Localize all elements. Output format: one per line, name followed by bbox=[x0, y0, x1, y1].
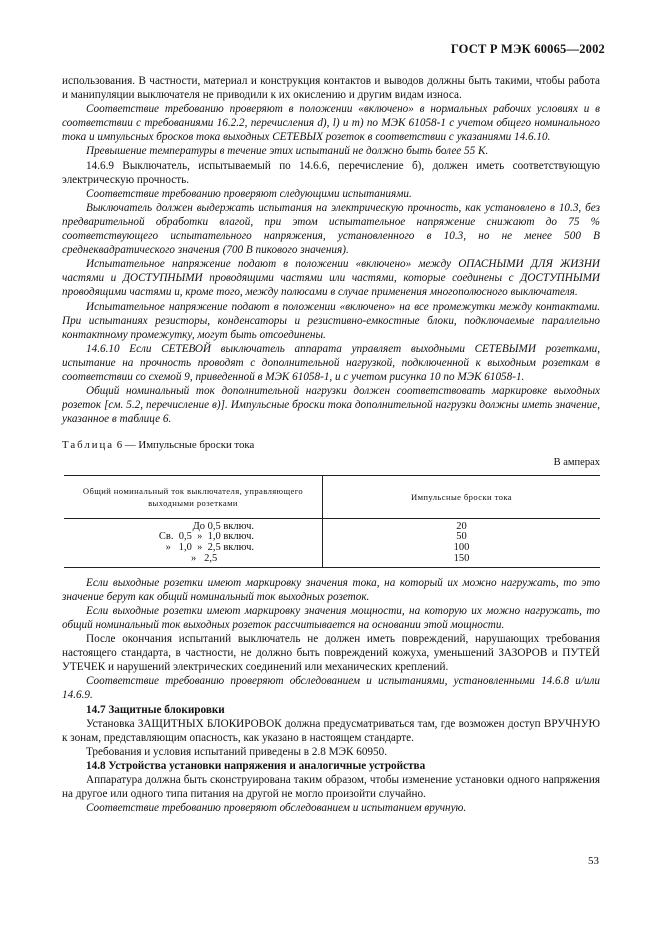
table-header-surge-current: Импульсные броски тока bbox=[323, 475, 601, 518]
table-row bbox=[64, 518, 600, 532]
table-header-rated-current: Общий номинальный ток выключателя, управляющего выходными розетками bbox=[64, 475, 323, 518]
paragraph: Соответствие требованию проверяют следующими испытаниями. bbox=[86, 187, 412, 200]
table-cell-value: 150 bbox=[453, 552, 470, 564]
table-row bbox=[64, 543, 600, 554]
document-body bbox=[62, 74, 600, 815]
paragraph: Превышение температуры в течение этих испытаний не должно быть более 55 К. bbox=[86, 145, 489, 158]
paragraph: После окончания испытаний выключатель не должен иметь повреждений, нарушающих требования настоящего стандарта, в частности, не должно быть повреждений кожуха, уменьшений ЗАЗОРОВ и ПУТЕЙ УТЕЧЕК и нарушений электрических соединений или механических креплений. bbox=[62, 633, 600, 674]
paragraph: Испытательное напряжение подают в положении «включено» на все промежутки между контактами. При испытаниях резисторы, конденсаторы и резистивно-емкостные блоки, подключаемые параллельно контактному промежутку, могут быть отсоединены. bbox=[62, 300, 600, 341]
table-row bbox=[64, 532, 600, 543]
table-cell-range: » 2,5 bbox=[191, 552, 254, 564]
table-units: В амперах bbox=[553, 457, 600, 469]
paragraph: использования. В частности, материал и конструкция контактов и выводов должны быть такими, чтобы работа и манипуляции выключателя не приводили к их окислению и другим видам износа. bbox=[62, 75, 600, 102]
paragraph: Если выходные розетки имеют маркировку значения тока, на который их можно нагружать, то это значение берут как общий номинальный ток выходных розеток. bbox=[62, 576, 600, 603]
table-cell-value: 20 bbox=[456, 520, 467, 532]
paragraph: Требования и условия испытаний приведены в 2.8 МЭК 60950. bbox=[86, 745, 387, 758]
paragraph: Соответствие требованию проверяют обследованием и испытанием вручную. bbox=[86, 802, 467, 815]
paragraph: Общий номинальный ток дополнительной нагрузки должен соответствовать маркировке выходных розеток [см. 5.2, перечисление в)]. Импульсные броски тока дополнительной нагрузки должны иметь значение, указанное в таблице 6. bbox=[62, 385, 600, 426]
table-cell-range: До 0,5 включ. bbox=[192, 520, 254, 532]
section-heading-14-8: 14.8 Устройства установки напряжения и аналогичные устройства bbox=[86, 759, 426, 772]
paragraph: Соответствие требованию проверяют в положении «включено» в нормальных рабочих условиях и в соответствии с требованиями 16.2.2, перечисления d), l) и m) по МЭК 61058-1 с учетом общего номинального тока и импульсных бросков тока выходных СЕТЕВЫХ розеток в соответствии с указаниями 14.6.10. bbox=[62, 103, 600, 144]
paragraph: Испытательное напряжение подают в положении «включено» между ОПАСНЫМИ ДЛЯ ЖИЗНИ частями и ДОСТУПНЫМИ проводящими частями или частями, которые соединены с ДОСТУПНЫМИ проводящими частями и, кроме того, между полюсами в случае применения многополюсного выключателя. bbox=[62, 258, 600, 299]
section-heading-14-7: 14.7 Защитные блокировки bbox=[86, 703, 225, 716]
table-cell-value: 100 bbox=[453, 542, 470, 554]
document-header: ГОСТ Р МЭК 60065—2002 bbox=[450, 42, 605, 56]
table-cell-range: » 1,0 » 2,5 включ. bbox=[165, 542, 254, 554]
table-caption bbox=[62, 438, 600, 452]
page-number: 53 bbox=[588, 855, 599, 867]
paragraph-14-6-9: 14.6.9 Выключатель, испытываемый по 14.6.6, перечисление б), должен иметь соответствующую электрическую прочность. bbox=[62, 159, 600, 186]
paragraph: Аппаратура должна быть сконструирована таким образом, чтобы изменение установки одного напряжения на другое или одного типа питания на другой не могло произойти случайно. bbox=[62, 774, 600, 801]
paragraph: Установка ЗАЩИТНЫХ БЛОКИРОВОК должна предусматриваться там, где возможен доступ ВРУЧНУЮ к зонам, представляющим опасность, как указано в настоящем стандарте. bbox=[62, 717, 600, 744]
table-cell-range: Св. 0,5 » 1,0 включ. bbox=[158, 531, 254, 543]
paragraph: Выключатель должен выдержать испытания на электрическую прочность, как установлено в 10.3, без предварительной обработки влагой, при этом испытательное напряжение снижают до 75 % соответствующего испытательного напряжения, установленного в 10.3, но не менее 500 В среднеквадратического значения (700 В пикового значения). bbox=[62, 201, 600, 257]
paragraph-14-6-10: 14.6.10 Если СЕТЕВОЙ выключатель аппарата управляет выходными СЕТЕВЫМИ розетками, испытание на прочность проводят с дополнительной нагрузкой, подключенной к выходным розеткам в соответствии со схемой 9, приведенной в МЭК 61058-1, и с учетом рисунка 10 по МЭК 61058-1. bbox=[62, 342, 600, 383]
table-caption-label: Таблица bbox=[62, 439, 115, 452]
surge-current-table bbox=[64, 475, 600, 568]
paragraph: Соответствие требованию проверяют обследованием и испытаниями, установленными 14.6.8 и/или 14.6.9. bbox=[62, 675, 600, 702]
table-caption-title: 6 — Импульсные броски тока bbox=[116, 439, 255, 452]
table-row bbox=[64, 554, 600, 567]
table-cell-value: 50 bbox=[456, 531, 467, 543]
paragraph: Если выходные розетки имеют маркировку значения мощности, на которую их можно нагружать, то общий номинальный ток выходных розеток рассчитывается на основании этой мощности. bbox=[62, 604, 600, 631]
